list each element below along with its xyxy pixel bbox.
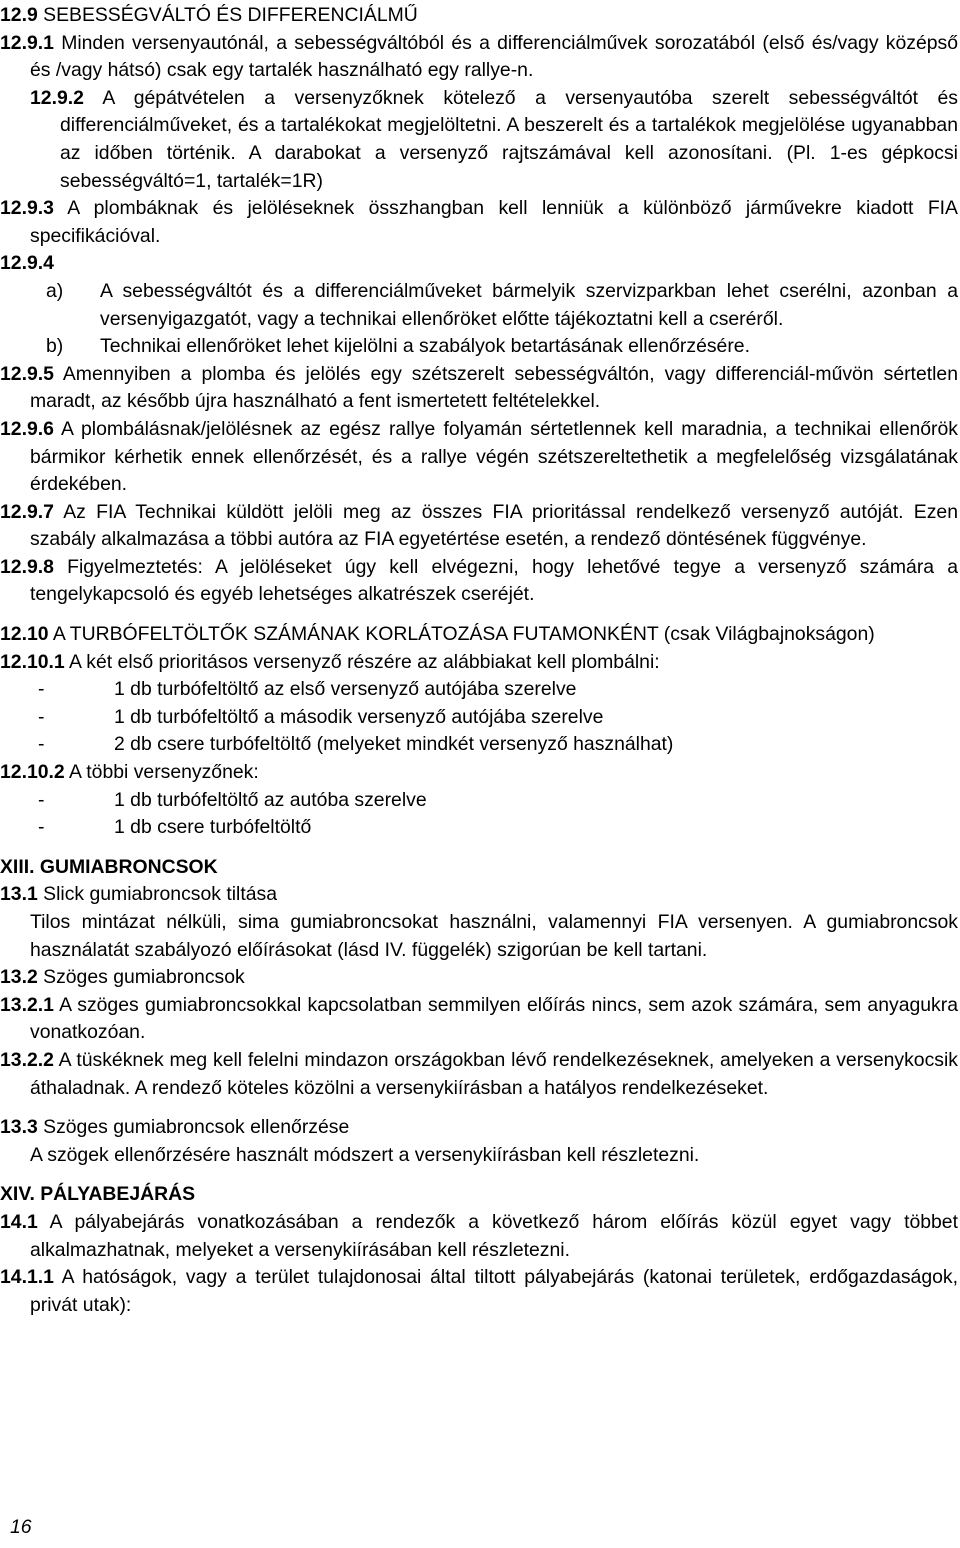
paragraph-13-2-2 (0, 1047, 958, 1102)
paragraph-number: 12.9.8 (0, 555, 54, 578)
paragraph-number: 13.3 (0, 1116, 38, 1139)
chapter-heading-xiii: XIII. GUMIABRONCSOK (0, 855, 218, 878)
paragraph-text: Az FIA Technikai küldött jelöli meg az összes FIA prioritással rendelkező versenyző autóját. Ezen szabály alkalmazása a többi autóra az FIA egyetértése esetén, a rendező döntésének függvénye. (30, 500, 958, 551)
subsection-title: Szöges gumiabroncsok (43, 966, 245, 989)
paragraph-number: 14.1.1 (0, 1266, 54, 1289)
spacer (30, 1169, 958, 1181)
dash-marker: - (38, 705, 45, 728)
paragraph-text: Amennyiben a plomba és jelölés egy szétszerelt sebességváltón, vagy differenciál-művön sértetlen maradt, az később újra használható a fent ismertetett feltételekkel. (30, 362, 958, 413)
paragraph-number: 12.9.1 (0, 31, 54, 54)
dash-item (30, 704, 958, 732)
dash-text: 1 db csere turbófeltöltő (114, 816, 312, 839)
dash-item (30, 676, 958, 704)
page-number: 16 (10, 1516, 32, 1538)
section-heading-12-9 (0, 2, 958, 30)
dash-item (30, 814, 958, 842)
paragraph-text: A szöges gumiabroncsokkal kapcsolatban semmilyen előírás nincs, sem azok számára, sem anyagukra vonatkozóan. (30, 993, 958, 1044)
paragraph-number: 12.10.2 (0, 761, 65, 784)
paragraph-number: 12.9.3 (0, 197, 54, 220)
paragraph-text: A hatóságok, vagy a terület tulajdonosai által tiltott pályabejárás (katonai területek, erdőgazdaságok, privát utak): (30, 1266, 958, 1316)
paragraph-number: 12.9.7 (0, 500, 54, 523)
paragraph-number: 12.9.6 (0, 417, 54, 440)
paragraph-12-10-2 (0, 759, 958, 787)
paragraph-text: Figyelmeztetés: A jelöléseket úgy kell elvégezni, hogy lehetővé tegye a versenyző számára a tengelykapcsoló és egyéb lehetséges alkatrészek cseréjét. (30, 555, 959, 606)
subsection-13-3 (0, 1114, 958, 1142)
paragraph-12-9-5 (0, 361, 958, 416)
paragraph-14-1 (0, 1209, 958, 1264)
paragraph-12-9-8 (0, 554, 958, 609)
dash-item (30, 731, 958, 759)
paragraph-text: A pályabejárás vonatkozásában a rendezők a következő három előírás közül egyet vagy többet alkalmazhatnak, melyeket a versenykiírásában kell részletezni. (30, 1210, 958, 1261)
paragraph-14-1-1 (0, 1264, 958, 1319)
dash-text: 1 db turbófeltöltő az első versenyző autójába szerelve (114, 678, 577, 701)
paragraph-12-9-3 (0, 195, 958, 250)
paragraph-12-9-7 (0, 499, 958, 554)
paragraph-13-2-1 (0, 992, 958, 1047)
list-marker: b) (46, 335, 64, 358)
paragraph-text: Minden versenyautónál, a sebességváltóból és a differenciálművek sorozatából (első és/vagy középső és /vagy hátsó) csak egy tartalék használható egy rallye-n. (30, 31, 958, 82)
subsection-title: Slick gumiabroncsok tiltása (43, 883, 278, 906)
section-heading-12-10 (0, 621, 958, 649)
paragraph-text: A gépátvételen a versenyzőknek kötelező a versenyautóba szerelt sebességváltót és differenciálműveket, és a tartalékokat megjelöltetni. A beszerelt és a tartalékok megjelölése ugyanabban az időben történik. A darabokat a versenyző rajtszámával kell azonosítani. (Pl. 1-es gépkocsi sebességváltó=1, tartalék=1R) (60, 86, 958, 192)
paragraph-text: A plombálásnak/jelölésnek az egész rallye folyamán sértetlennek kell maradnia, a technikai ellenőrök bármikor kérhetik ennek ellenőrzését, és a rallye végén szétszereltethetik a megfelelőség vizsgálatának érdekében. (30, 417, 958, 496)
paragraph-text: Tilos mintázat nélküli, sima gumiabroncsokat használni, valamennyi FIA versenyen. A gumiabroncsok használatát szabályozó előírásokat (lásd IV. függelék) szigorúan be kell tartani. (30, 911, 958, 961)
dash-marker: - (38, 733, 45, 756)
section-number: 12.10 (0, 623, 49, 646)
dash-marker: - (38, 816, 45, 839)
spacer (30, 842, 958, 854)
spacer (30, 609, 958, 621)
section-title: A TURBÓFELTÖLTŐK SZÁMÁNAK KORLÁTOZÁSA FUTAMONKÉNT (csak Világbajnokságon) (52, 623, 875, 646)
paragraph-12-9-4 (0, 250, 958, 278)
paragraph-number: 12.9.5 (0, 362, 54, 385)
subsection-title: Szöges gumiabroncsok ellenőrzése (43, 1116, 350, 1139)
dash-text: 1 db turbófeltöltő a második versenyző autójába szerelve (114, 705, 604, 728)
list-text: A sebességváltót és a differenciálműveket bármelyik szervizparkban lehet cserélni, azonban a versenyigazgatót, vagy a technikai ellenőröket előtte tájékoztatni kell a cseréről. (100, 279, 958, 330)
paragraph-number: 12.9.2 (30, 86, 84, 109)
paragraph-number: 13.1 (0, 883, 38, 906)
paragraph-text: A két első prioritásos versenyző részére az alábbiakat kell plombálni: (69, 650, 660, 673)
dash-item (30, 787, 958, 815)
subsection-13-1 (0, 881, 958, 909)
paragraph-text: A szögek ellenőrzésére használt módszert a versenykiírásban kell részletezni. (30, 1143, 700, 1166)
paragraph-number: 13.2.1 (0, 993, 54, 1016)
dash-marker: - (38, 788, 45, 811)
paragraph-number: 12.9.4 (0, 252, 54, 275)
paragraph-number: 13.2 (0, 966, 38, 989)
list-text: Technikai ellenőröket lehet kijelölni a szabályok betartásának ellenőrzésére. (100, 335, 750, 358)
spacer (30, 1102, 958, 1114)
paragraph-text: A tüskéknek meg kell felelni mindazon országokban lévő rendelkezéseknek, amelyeken a versenykocsik áthaladnak. A rendező köteles közölni a versenykiírásban a hatályos rendelkezéseket. (30, 1048, 958, 1099)
dash-text: 2 db csere turbófeltöltő (melyeket mindkét versenyző használhat) (114, 733, 674, 756)
paragraph-12-9-2 (0, 85, 958, 195)
list-item-a (30, 278, 958, 333)
section-title: SEBESSÉGVÁLTÓ ÉS DIFFERENCIÁLMŰ (43, 4, 418, 26)
paragraph-text: A plombáknak és jelöléseknek összhangban kell lenniük a különböző járművekre kiadott FIA specifikációval. (30, 197, 958, 247)
list-marker: a) (46, 279, 64, 302)
paragraph-text: A többi versenyzőnek: (69, 761, 259, 784)
subsection-13-2 (0, 964, 958, 992)
document-page (0, 2, 959, 1319)
paragraph-12-10-1 (0, 649, 958, 677)
paragraph-12-9-1 (0, 30, 958, 85)
list-item-b (30, 333, 958, 361)
paragraph-number: 12.10.1 (0, 650, 65, 673)
chapter-heading-xiv: XIV. PÁLYABEJÁRÁS (0, 1183, 196, 1206)
dash-marker: - (38, 678, 45, 701)
paragraph-12-9-6 (0, 416, 958, 499)
paragraph-number: 14.1 (0, 1210, 38, 1233)
section-number: 12.9 (0, 4, 38, 26)
paragraph-number: 13.2.2 (0, 1048, 54, 1071)
dash-text: 1 db turbófeltöltő az autóba szerelve (114, 788, 427, 811)
